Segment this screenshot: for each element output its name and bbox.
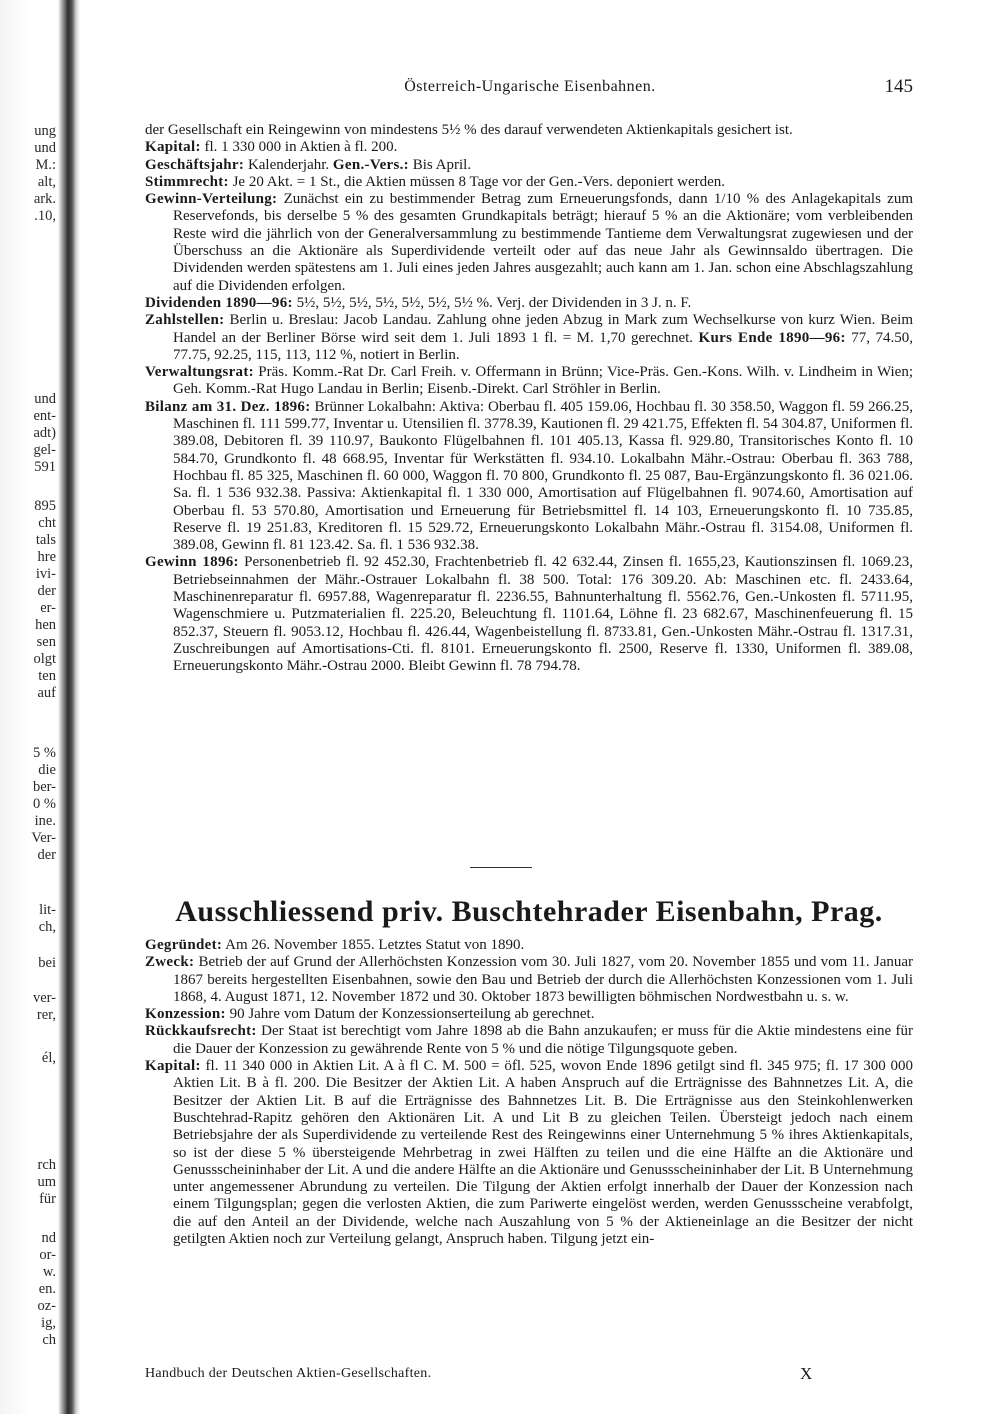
margin-fragment: 5 % [33, 745, 56, 761]
margin-fragment: er- [40, 600, 56, 616]
entry-stimmrecht [145, 174, 913, 191]
margin-fragment: auf [37, 685, 56, 701]
margin-fragment: or- [39, 1247, 56, 1263]
margin-fragment: Ver- [31, 830, 56, 846]
margin-fragment: für [39, 1191, 56, 1207]
margin-fragment: en. [38, 1281, 56, 1297]
margin-fragment: ark. [33, 191, 56, 207]
entry-kapital [145, 139, 913, 156]
margin-fragment: .10, [34, 208, 56, 224]
margin-fragment: lit- [39, 902, 56, 918]
margin-fragment: hen [35, 617, 56, 633]
entry-gewinn [145, 554, 913, 675]
continued-paragraph: der Gesellschaft ein Reingewinn von mindestens 5½ % des darauf verwendeten Aktienkapitals gesichert ist. [145, 122, 793, 138]
entry-text: Betrieb der auf Grund der Allerhöchsten Konzession vom 30. Juli 1827, vom 20. November 1855 und vom 11. Januar 1867 bereits hergestellten Eisenbahnen, sowie den Bau und Betrieb der durch die Allerhöchsten Konzessionen vom 1. Juli 1868, 4. August 1871, 12. November 1872 und 30. Oktober 1873 bewilligten böhmischen Nordwestbahn u. s. w. [173, 954, 913, 1005]
entry-label: Gewinn-Verteilung: [145, 191, 278, 208]
entry-kapital-buschtehrad [145, 1058, 913, 1248]
entry-label: Gewinn 1896: [145, 554, 239, 571]
entry-text: Zunächst ein zu bestimmender Betrag zum Erneuerungsfonds, dann 1/10 % des Anlagekapitals zum Reservefonds, bis derselbe 5 % des gesamten Grundkapitals beträgt; hierauf 5 % an die Aktionäre; vom verbleibenden Reste wird die jährlich von der Generalversammlung zu bestimmende Tantieme dem Verwaltungsrat zugewiesen und der Überschuss an die Aktionäre als Superdividende verteilt oder auf das neue Jahr als Gewinnsaldo übertragen. Die Dividenden werden spätestens am 1. Juli eines jeden Jahres ausgezahlt; auch kann am 1. Jan. schon eine Abschlagszahlung auf die Dividenden erfolgen. [173, 191, 914, 294]
margin-fragment: um [37, 1174, 56, 1190]
entry-label: Stimmrecht: [145, 173, 229, 190]
margin-fragment: ine. [34, 813, 56, 829]
margin-fragment: olgt [33, 651, 56, 667]
entry-zahlstellen [145, 312, 913, 364]
entry-dividenden [145, 295, 913, 312]
entry-verwaltungsrat [145, 364, 913, 399]
entry-gegruendet [145, 937, 913, 954]
entry-text: 5½, 5½, 5½, 5½, 5½, 5½, 5½ %. Verj. der Dividenden in 3 J. n. F. [296, 294, 692, 311]
entry-label: Bilanz am 31. Dez. 1896: [145, 398, 311, 415]
margin-fragment: ver- [32, 990, 56, 1006]
section-brunner-lokalbahn [145, 122, 913, 676]
entry-text: Am 26. November 1855. Letztes Statut von 1890. [225, 937, 525, 953]
margin-fragment: él, [41, 1050, 56, 1066]
page-number: 145 [884, 76, 913, 97]
entry-text: Je 20 Akt. = 1 St., die Aktien müssen 8 Tage vor der Gen.-Vers. deponiert werden. [232, 173, 726, 190]
margin-fragment: ig, [41, 1315, 56, 1331]
margin-fragment: rch [37, 1157, 56, 1173]
margin-fragment: gel- [33, 442, 56, 458]
margin-fragment: cht [38, 515, 56, 531]
entry-text: 90 Jahre vom Datum der Konzessionserteilung ab gerechnet. [229, 1006, 595, 1023]
margin-fragment: ent- [33, 408, 56, 424]
margin-fragment: ber- [32, 779, 56, 795]
running-header [145, 76, 915, 98]
entry-text: Kalenderjahr. [247, 156, 330, 173]
margin-fragment: adt) [33, 425, 56, 441]
margin-fragment: nd [41, 1230, 56, 1246]
entry-text: Brünner Lokalbahn: Aktiva: Oberbau fl. 405 159.06, Hochbau fl. 30 358.50, Waggon fl. 59 266.25, Maschinen fl. 111 599.77, Inventar u. Utensilien fl. 3778.39, Kautionen fl. 29 421.75, Effekten fl. 54 304.87, Uniformen fl. 389.08, Debitoren fl. 39 110.97, Baukonto Flügelbahnen fl. 101 405.13, Kassa fl. 929.80, Transitorisches Konto fl. 10 584.70, Grundkonto fl. 48 668.95, Inventar für Werkstätten fl. 934.10. Lokalbahn Mähr.-Ostrau: Oberbau fl. 363 788, Hochbau fl. 85 325, Maschinen fl. 60 000, Waggon fl. 70 800, Grundkonto fl. 25 087, Bau-Ergänzungskonto fl. 36 021.06. Sa. fl. 1 536 932.38. Passiva: Aktienkapital fl. 1 330 000, Amortisation auf Flügelbahnen fl. 9074.60, Amortisation auf Oberbau fl. 53 570.80, Amortisation und Erneuerung für Betriebsmittel fl. 14 103, Erneuerungskonto fl. 10 735.85, Reserve fl. 19 251.83, Kreditoren fl. 15 529.72, Erneuerungskonto Lokalbahn Mähr.-Ostrau fl. 3154.08, Uniformen fl. 389.08, Gewinn fl. 81 123.42. Sa. fl. 1 536 932.38. [173, 398, 913, 554]
entry-label: Gen.-Vers.: [332, 156, 409, 173]
margin-fragment: und [34, 391, 56, 407]
entry-text: fl. 1 330 000 in Aktien à fl. 200. [204, 139, 398, 156]
entry-rueckkaufsrecht [145, 1023, 913, 1058]
margin-fragment: ung [34, 123, 56, 139]
entry-text: Berlin u. Breslau: Jacob Landau. Zahlung ohne jeden Abzug in Mark zum Wechselkurse von kurz Wien. Beim Handel an der Berliner Börse wird seit dem 1. Juli 1893 1 fl. = M. 1,70 gerechnet. [173, 312, 913, 346]
footer-source: Handbuch der Deutschen Aktien-Gesellschaften. [145, 1366, 432, 1381]
margin-fragment: 0 % [33, 796, 56, 812]
margin-fragment: ivi- [35, 566, 56, 582]
margin-fragment: die [38, 762, 56, 778]
entry-konzession [145, 1006, 913, 1023]
entry-label: Zweck: [145, 954, 195, 971]
entry-label: Verwaltungsrat: [145, 364, 254, 381]
entry-zweck [145, 954, 913, 1006]
entry-text: Personenbetrieb fl. 92 452.30, Frachtenbetrieb fl. 42 632.44, Zinsen fl. 1655,23, Kautionszinsen fl. 1069.23, Betriebseinnahmen der Mähr.-Ostrauer Lokalbahn fl. 38 500. Total: 176 309.20. Ab: Maschinen etc. fl. 2433.64, Maschinenreparatur fl. 6957.88, Wagenreparatur fl. 2236.55, Bahnunterhaltung fl. 5562.76, Gen.-Unkosten fl. 5711.95, Wagenschmiere u. Putzmaterialien fl. 225.20, Beleuchtung fl. 1101.64, Löhne fl. 23 682.67, Maschinenfeuerung fl. 15 852.37, Steuern fl. 9053.12, Hochbau fl. 426.44, Wagenbeistellung fl. 8733.81, Gen.-Unkosten Mähr.-Ostrau fl. 1317.31, Zuschreibungen auf Amortisations-Cti. fl. 8101. Erneuerungskonto fl. 2500, Reserve fl. 1330, Uniformen fl. 389.08, Erneuerungskonto Mähr.-Ostrau 2000. Bleibt Gewinn fl. 78 794.78. [173, 554, 914, 675]
entry-text: Der Staat ist berechtigt vom Jahre 1898 ab die Bahn anzukaufen; er muss für die Aktie mindestens eine für die Dauer der Konzession zu gewährende Rente von 5 % und die nötige Tilgungsquote geben. [173, 1023, 913, 1057]
margin-fragment: und [34, 140, 56, 156]
entry-text: 77, 74.50, 77.75, 92.25, 115, 113, 112 %, notiert in Berlin. [173, 329, 914, 363]
margin-fragment: ten [38, 668, 56, 684]
margin-fragment: 591 [34, 459, 56, 475]
entry-label: Kurs Ende 1890—96: [698, 329, 846, 346]
margin-fragment: der [37, 583, 56, 599]
margin-fragment: der [37, 847, 56, 863]
company-heading: Ausschliessend priv. Buschtehrader Eisenbahn, Prag. [175, 895, 883, 928]
page-footer [145, 1366, 915, 1386]
entry-label: Gegründet: [145, 937, 223, 953]
entry-label: Dividenden 1890—96: [145, 294, 293, 311]
margin-fragment: hre [37, 549, 56, 565]
signature-mark: X [800, 1364, 813, 1383]
entry-bilanz [145, 399, 913, 555]
entry-text: fl. 11 340 000 in Aktien Lit. A à fl C. M. 500 = öfl. 525, wovon Ende 1896 getilgt sind fl. 345 975; fl. 17 300 000 Aktien Lit. B à fl. 200. Die Besitzer der Aktien Lit. A haben Anspruch auf die Erträgnisse des Bahnnetzes Lit. A, die Besitzer der Aktien Lit. B auf die Erträgnisse des Bahnnetzes Lit. B. Die Erträgnisse aus den Steinkohlenwerken Buschtehrad-Rapitz gehören den Aktionären Lit. A und Lit B zu gleichen Teilen. Übersteigt jedoch nach einem Betriebsjahre der als Superdividende zu verteilende Rest des Reingewinns einer Unternehmung 5 % ihres Aktienkapitals, so ist der diese 5 % übersteigende Mehrbetrag in zwei Hälften zu teilen und die eine Hälfte an die Aktionäre und Genussscheininhaber der Lit. A und die andere Hälfte an die Aktionäre und Genussscheininhaber der Lit. B Unternehmung unter angemessener Abrundung zu verteilen. Die Tilgung der Aktien erfolgt innerhalb der Dauer der Konzession nach einem Tilgungsplan; gegen die verlosten Aktien, die zum Pariwerte eingelöst werden, werden Genussscheine verabfolgt, die auf den Anteil an der Dividende, welche nach Auszahlung von 5 % der Aktieneinlage an die Besitzer der nicht getilgten Aktien noch zur Verteilung gelangt, Anspruch haben. Tilgung jetzt ein- [173, 1058, 914, 1248]
section-separator [470, 867, 532, 868]
entry-label: Kapital: [145, 1058, 201, 1075]
margin-fragment: ch [42, 1332, 56, 1348]
entry-label: Geschäftsjahr: [145, 156, 245, 173]
margin-fragment: 895 [34, 498, 56, 514]
margin-fragment: sen [36, 634, 56, 650]
margin-fragment: w. [42, 1264, 56, 1280]
entry-text: Präs. Komm.-Rat Dr. Carl Freih. v. Offermann in Brünn; Vice-Präs. Gen.-Kons. Wilh. v. Lindheim in Wien; Geh. Komm.-Rat Hugo Landau in Berlin; Eisenb.-Direkt. Carl Ströhler in Berlin. [173, 364, 914, 398]
margin-fragment: ch, [38, 919, 56, 935]
margin-fragment: rer, [36, 1007, 56, 1023]
margin-fragment: alt, [37, 174, 56, 190]
entry-label: Kapital: [145, 139, 201, 156]
entry-label: Konzession: [145, 1006, 226, 1023]
margin-fragment: bei [38, 955, 56, 971]
entry-text: Bis April. [412, 156, 472, 173]
entry-geschaeftsjahr [145, 157, 913, 174]
entry-gewinn-verteilung [145, 191, 913, 295]
margin-fragment: tals [35, 532, 56, 548]
entry-label: Zahlstellen: [145, 312, 225, 329]
section-buschtehrader-eisenbahn [145, 937, 913, 1248]
entry-label: Rückkaufsrecht: [145, 1023, 257, 1040]
margin-fragment: M.: [35, 157, 56, 173]
running-header-title: Österreich-Ungarische Eisenbahnen. [404, 78, 656, 95]
margin-fragment: oz- [37, 1298, 56, 1314]
